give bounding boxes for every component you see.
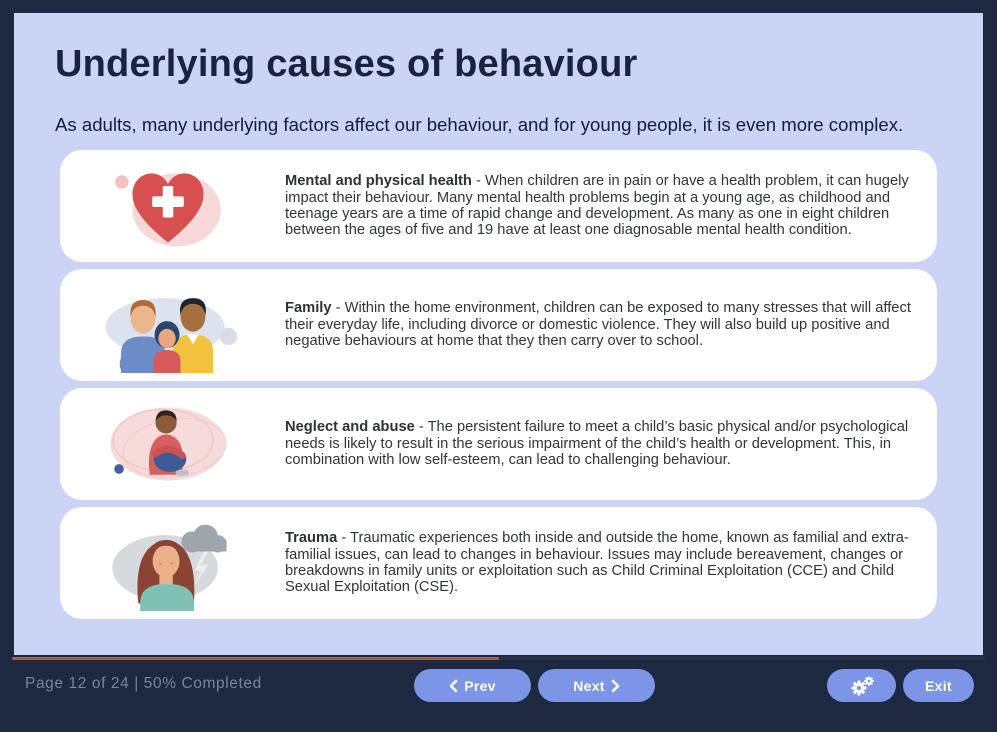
cause-card-list <box>60 150 937 619</box>
player-footer <box>0 655 997 732</box>
card-heading: Family <box>285 300 332 317</box>
medical-heart-icon <box>103 158 233 254</box>
next-button[interactable] <box>538 669 655 702</box>
card-trauma <box>60 507 937 619</box>
card-body: - When children are in pain or have a health problem, it can hugely impact their behaviour. Many mental health problems begin at a young age, as childhood and teenage years are a time of rapid change and development. As many as one in eight children between the ages of five and 19 have at least one diagnosable mental health condition. <box>285 173 909 239</box>
chevron-right-icon <box>611 679 620 693</box>
heart-cross-illustration <box>88 158 248 254</box>
slide-subtitle: As adults, many underlying factors affect our behaviour, and for young people, it is even more complex. <box>55 114 904 135</box>
family-illustration <box>88 277 248 373</box>
card-mental-physical-health <box>60 150 937 262</box>
exit-label: Exit <box>925 677 952 694</box>
prev-label: Prev <box>464 677 496 694</box>
card-body: - Within the home environment, children can be exposed to many stresses that will affect their everyday life, including divorce or domestic violence. They will also build up positive and negative behaviours at home that they then carry over to school. <box>285 300 911 350</box>
card-family <box>60 269 937 381</box>
card-heading: Neglect and abuse <box>285 419 415 436</box>
card-text <box>285 173 933 239</box>
card-text <box>285 530 933 596</box>
card-body: - Traumatic experiences both inside and outside the home, known as familial and extra-familial issues, can lead to changes in behaviour. Issues may include bereavement, changes or breakdowns in family units or exploitation such as Child Criminal Exploitation (CCE) and Child Sexual Exploitation (CSE). <box>285 530 909 596</box>
card-heading: Trauma <box>285 530 338 547</box>
settings-button[interactable] <box>827 669 896 702</box>
slide-canvas <box>14 13 983 655</box>
trauma-illustration <box>88 515 248 611</box>
progress-bar-track <box>12 657 985 660</box>
neglect-illustration <box>88 396 248 492</box>
prev-button[interactable] <box>414 669 531 702</box>
sad-child-icon <box>93 396 243 492</box>
page-title: Underlying causes of behaviour <box>55 43 638 85</box>
exit-button[interactable] <box>903 669 974 702</box>
gears-icon <box>849 676 875 696</box>
chevron-left-icon <box>449 679 458 693</box>
card-text <box>285 300 933 349</box>
card-heading: Mental and physical health <box>285 173 472 190</box>
storm-cloud-woman-icon <box>93 515 243 611</box>
next-label: Next <box>573 677 605 694</box>
card-neglect-abuse <box>60 388 937 500</box>
card-body: - The persistent failure to meet a child’s basic physical and/or psychological needs is likely to result in the serious impairment of the child’s health or development. This, in combination with low self-esteem, can lead to challenging behaviour. <box>285 419 909 469</box>
family-icon <box>93 277 243 373</box>
page-status: Page 12 of 24 | 50% Completed <box>25 675 262 692</box>
card-text <box>285 419 933 468</box>
progress-bar-fill <box>12 657 499 660</box>
